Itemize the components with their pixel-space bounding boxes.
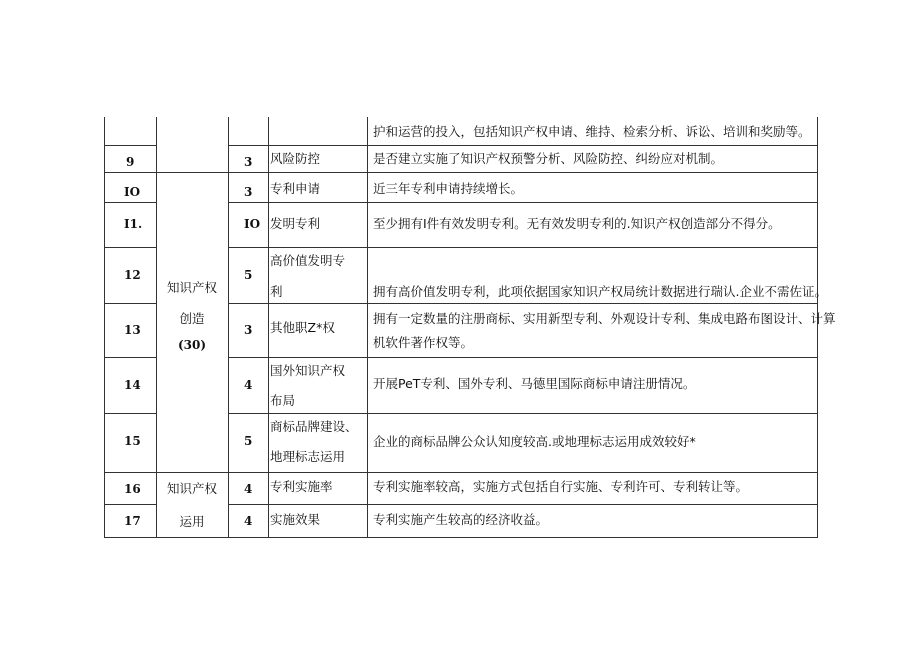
row-15-item-line1: 商标品牌建设、 — [270, 419, 358, 434]
row-13-description-line2: 机软件著作权等。 — [373, 335, 474, 350]
category-creation-line1: 知识产权 — [166, 280, 217, 295]
row-13-description-line1: 拥有一定数量的注册商标、实用新型专利、外观设计专利、集成电路布图设计、计算 — [373, 311, 836, 326]
table-border-right — [817, 117, 818, 538]
row-17-item: 实施效果 — [270, 512, 321, 527]
row-11-item: 发明专利 — [270, 216, 321, 231]
row-divider-8 — [104, 504, 157, 505]
row-13-number: 13 — [124, 323, 141, 337]
row-13-item: 其他职Z*权 — [270, 320, 335, 335]
row-11-score: IO — [244, 217, 261, 231]
row-10-number: IO — [124, 185, 141, 199]
row-12-description: 拥有高价值发明专利，此项依据国家知识产权局统计数据进行瑞认.企业不需佐证。 — [373, 284, 827, 299]
row-14-number: 14 — [124, 378, 141, 392]
column-divider-4 — [367, 117, 368, 538]
row-17-score: 4 — [244, 514, 253, 528]
row-divider-4b — [228, 303, 818, 304]
row-divider-3b — [228, 247, 818, 248]
row-12-item-line1: 高价值发明专 — [270, 253, 346, 268]
row-14-score: 4 — [244, 378, 253, 392]
row-16-description: 专利实施率较高，实施方式包括自行实施、专利许可、专利转让等。 — [373, 479, 749, 494]
table-border-left — [104, 117, 105, 538]
row-divider-7 — [104, 472, 818, 473]
category-creation-line2: 创造 — [179, 311, 205, 326]
category-use-line1: 知识产权 — [166, 481, 217, 496]
row-15-number: 15 — [124, 434, 141, 448]
row-10-description: 近三年专利申请持续增长。 — [373, 181, 524, 196]
row-9-item: 风险防控 — [270, 151, 321, 166]
row-divider-0b — [228, 145, 818, 146]
row-divider-5 — [104, 357, 157, 358]
row-9-score: 3 — [244, 155, 253, 169]
row-9-description: 是否建立实施了知识产权预警分析、风险防控、纠纷应对机制。 — [373, 151, 724, 166]
row-14-item-line1: 国外知识产权 — [270, 363, 346, 378]
row-9-number: 9 — [126, 155, 135, 169]
row-15-description: 企业的商标品牌公众认知度较高.或地理标志运用成效较好* — [373, 434, 696, 449]
row-15-score: 5 — [244, 434, 253, 448]
row-divider-3 — [104, 247, 157, 248]
row-divider-8b — [228, 504, 818, 505]
row-16-item: 专利实施率 — [270, 479, 333, 494]
row-divider-6 — [104, 413, 157, 414]
row-12-score: 5 — [244, 268, 253, 282]
row-divider-2 — [104, 202, 157, 203]
row-17-number: 17 — [124, 514, 141, 528]
column-divider-1 — [156, 117, 157, 538]
table-border-bottom — [104, 537, 818, 538]
row-divider-2b — [228, 202, 818, 203]
row-divider-0 — [104, 145, 157, 146]
row-12-item-line2: 利 — [270, 284, 283, 299]
row-divider-5b — [228, 357, 818, 358]
row-14-item-line2: 布局 — [270, 393, 296, 408]
column-divider-2 — [228, 117, 229, 538]
row-15-item-line2: 地理标志运用 — [270, 449, 346, 464]
category-creation-points: (30) — [177, 338, 207, 352]
row-11-description: 至少拥有I件有效发明专利。无有效发明专利的.知识产权创造部分不得分。 — [373, 216, 781, 231]
row-17-description: 专利实施产生较高的经济收益。 — [373, 512, 549, 527]
row-divider-1 — [104, 172, 818, 173]
row-11-number: I1. — [124, 217, 143, 231]
row-divider-6b — [228, 413, 818, 414]
row-10-score: 3 — [244, 185, 253, 199]
evaluation-table — [104, 117, 836, 538]
column-divider-3 — [268, 117, 269, 538]
category-use-line2: 运用 — [179, 514, 205, 529]
row-14-description: 开展PeT专利、国外专利、马德里国际商标申请注册情况。 — [373, 376, 696, 391]
row-13-score: 3 — [244, 323, 253, 337]
row-12-number: 12 — [124, 268, 141, 282]
row-divider-4 — [104, 303, 157, 304]
row-10-item: 专利申请 — [270, 181, 321, 196]
row-0-description: 护和运营的投入，包括知识产权申请、维持、检索分析、诉讼、培训和奖励等。 — [373, 124, 811, 139]
row-16-score: 4 — [244, 482, 253, 496]
row-16-number: 16 — [124, 482, 141, 496]
